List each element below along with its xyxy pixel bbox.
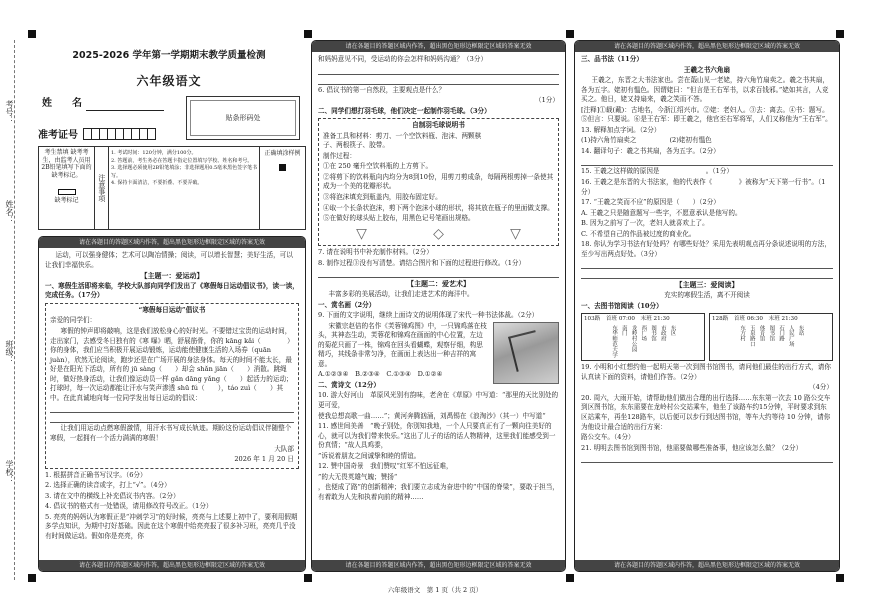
question-6-text: 6. 倡议书的第一自然段，主要观点是什么？ [318,85,446,94]
binding-line [14,40,15,580]
question-6 [318,86,559,96]
question-5: 5. 亮亮的妈妈认为寒假正是“冲刺学习”的好时候，亮亮与上述要上初中了，要利用假期多学点知识，为期中打好基础。因此在这个寒假中给亮亮报了很多补习班，亮亮几乎没有时间做运动。假如你是亮亮，你 [45,512,298,540]
exam-title: 2025-2026 学年第一学期期末教学质量检测 [72,50,266,61]
answer-line[interactable] [50,414,294,423]
bus-stop-name: 市政府 [659,325,666,342]
ticket-label: 准考证号 [38,130,78,141]
exam-info-box [38,146,306,230]
question-10b: 使我总想高歌一曲……”；黄河奔腾汹涌，刘禹锡在《浪淘沙》（其一）中写道“ [318,411,546,420]
question-15-score: 。（1分） [705,167,733,176]
sticker-label: 贴条形码处 [225,113,261,122]
question-5-continued: 和妈妈意见不同，受运动的你会怎样和妈妈沟通？（3分） [318,55,488,63]
note-item: 3. 选择题必须使用2B铅笔填涂；非选择题用0.5毫米黑色签字笔书写。 [111,165,258,179]
proposal-body: 寒假的钟声即将敲响，这是我们放松身心的好时光。不要错过宝贵的运动时间，走出家门，去感受冬日独有的《寒 曝》晒，舒展筋骨，你的 kāng kǎi（ ）你的身体，我们应当积极开展运动锻炼，运动能使健康生活的入场券（quān juàn），欣然无论阅读，跑步还是在广场开展的身法身体。每天的时间不能太长，最好是在阳光下活动，所有的 jū sàng（ ）却会 shǎn jiān（ ）消散。跳绳时，做好热身活动，让我们像运动员一样 gǎn dāng yǎng（ ）起活力的运动；打球时，每一次运动都能让汗水与笑声渗透 shū fú（ ），táo zuì（ ）其中。在此真诚地向每一位同学发出每日运动的倡议： [50,327,294,402]
answer-line[interactable] [581,454,833,463]
binding-name-label: 姓名： [5,200,14,224]
shuttlecock-icon: ▽ [510,225,521,242]
question-12c: ，也便成了路”的创新精神；我们要立志成为奋进中的“中国的脊梁”，要敢于担当，有着敢为人先和执着向前的精神…… [318,483,559,501]
name-field[interactable] [42,98,164,111]
bus-stop-name: 图书馆 [650,325,657,342]
question-17-option[interactable]: A. 王羲之只是随意题写一些字，不愿意承认是他写的。 [581,208,742,217]
filled-sample-mark [279,164,286,171]
manual-title: 自制羽毛球说明书 [412,121,465,130]
bus-route-cards [581,313,833,361]
bus-stop-name: 图书馆 [768,325,775,342]
theme-intro: 充实的寒假生活，离不开阅读 [664,291,750,300]
question-3: 3. 请在文中的横线上补充倡议书内容。（2分） [45,491,180,500]
proposal-date: 2026 年 1 月 20 日 [234,455,294,464]
panel-banner: 请在各题目的答题区域内作答，超出黑色矩形边框限定区域的答案无效 [312,41,565,52]
proposal-greeting: 亲爱的同学们： [50,316,97,325]
question-8: 8. 制作过程③没有写清楚。请结合图片和下面的过程进行修改。（1分） [318,258,526,267]
answer-line[interactable] [581,260,833,269]
bus-card-header: 103路 首班 07:00 末班 21:30 [584,316,670,323]
question-9: 9. 下面的文字说明，继续上面诗文的说明体现了宋代一种书法体裁。（2分） [318,311,539,320]
bus-stops [712,325,830,359]
question-16b: 》被称为“天下第一行书”。（1分） [581,178,826,196]
ticket-boxes[interactable] [84,128,156,145]
task-heading: 一、寒假生活即将来临，学校大队部向同学们发出了《寒假每日运动倡议书》，读一读，完成任务。（17分） [45,281,299,300]
bus-stop-name: 东方村 [739,325,746,342]
page-footer: 六年级语文 第 1 页（共 2 页） [387,586,483,594]
ticket-number-row[interactable] [38,128,156,145]
question-7: 7. 请在说明书中补充制作材料。（2分） [318,248,433,257]
question-20b: 路公交车。（4分） [581,433,635,442]
proposal-closing: 让我们用运动点燃寒假激情，用汗水书写成长轨迹。期盼这份运动倡议伴随整个寒假，一起拥有一个活力满满的寒假！ [50,424,292,442]
panel-banner-bottom: 请在各题目的答题区域内作答，超出黑色矩形边框限定区域的答案无效 [39,560,305,571]
panel-banner-bottom: 请在各题目的答题区域内作答，超出黑色矩形边框限定区域的答案无效 [575,560,839,571]
registration-mark [566,574,574,582]
bus-stop-name: 玉泉路口 [748,325,755,347]
bus-stop-name: 人民广场 [787,325,794,347]
classic-text: 王羲之，东晋之大书法家也。尝在蕺山见一老姥，持六角竹扇卖之。羲之书其扇，各为五字。姥初有愠色。因谓姥曰：“但言是王右军书，以求百钱邪。”姥如其言，人竞买之。他日，姥又持扇来，羲之笑而不答。 [581,76,829,104]
name-line[interactable] [86,110,164,111]
question-11b: ”诉说着朋友之间诚挚和睦的情谊。 [318,451,421,460]
question-9-options[interactable]: A.①②③④ B.②③④ C.①③④ D.①②④ [318,370,443,379]
name-label: 姓 名 [42,98,82,109]
answer-line[interactable] [318,76,559,85]
painting-image [493,322,559,384]
notes-list [111,150,261,188]
answer-line[interactable] [581,270,833,279]
question-15-text: 15. 王羲之这样做的原因是 [581,167,660,176]
answer-panel-1 [38,236,306,572]
answer-line[interactable] [50,404,294,413]
question-2: 2. 选择正确的读音或字，打上“√”。（4分） [45,481,171,490]
task-heading: 一、赏名画（2分） [318,300,376,309]
question-10: 10. 游大好河山 革原风光别有韵味，老舍在《草原》中写道：“那里的天比别处的更可爱， [318,391,559,410]
shuttlecock-icon: ▽ [356,225,367,242]
answer-line[interactable] [581,157,833,166]
answer-panel-2 [311,40,566,572]
question-11: 11. 感世间美善 “晚子别处，你别知我地，一个人只要真正有了一颗向往美好的心，就可以为我们带来快乐。”这出了儿子的话的话人物精神，这里我们能感受到一份真情；“故人具鸡黍， [318,422,556,450]
bus-stop-name: 龙岭村公园 [630,325,637,353]
registration-mark [28,30,36,38]
bus-stop-name: 东站 [797,325,804,337]
bus-card-103 [581,313,705,361]
candidate-note-text: 考生禁填 缺考考生，由监考人员用2B铅笔填写下面的缺考标记。 [41,149,92,179]
answer-line[interactable] [318,269,559,278]
question-16 [581,178,833,197]
question-18: 18. 你认为学习书法有好处吗？有哪些好处？采用先表明观点再分条说述说明的方法，至少写出两点好处。（3分） [581,240,831,258]
absent-mark-box[interactable] [58,189,76,195]
notes-title: 注意事项 [95,147,109,229]
task-heading: 一、去图书馆阅读（10分） [581,301,663,310]
proposal-signature: 大队部 [274,444,294,453]
step: ③将泡沫填充到瓶盖内，用胶布固定好。 [323,193,442,202]
panel-banner-bottom: 请在各题目的答题区域内作答，超出黑色矩形边框限定区域的答案无效 [312,560,565,571]
binding-id-label: 考号： [5,100,14,124]
absent-label: 缺考标记 [54,197,79,204]
question-15 [581,167,833,177]
bus-stop-name: 东区 [669,325,676,337]
panel-banner: 请在各题目的答题区域内作答，超出黑色矩形边框限定区域的答案无效 [575,41,839,52]
steps-title: 制作过程： [323,151,356,160]
question-20: 20. 周六，大雨开始，请帮助他们做出合理的出行选择……东东第一次去 10 路公交车到区图书馆，东东需要在龙岭村公交站乘车，他坐了该路车约15分钟，平时要求到东区站乘车，再坐128路车，以后便可以步行到达图书馆，等车大约等待 10 分钟，请你为他设计最合适的出行方案： [581,393,831,431]
bus-card-128 [709,313,833,361]
step: ①在 250 毫升空饮料瓶的上方剪下。 [323,162,433,171]
note-item: 1. 考试时间：120分钟，满分100分。 [111,150,197,156]
question-14: 14. 翻译句子：羲之书其扇，各为五字。（2分） [581,146,720,155]
registration-mark [304,574,312,582]
question-6-score: （1分） [535,96,559,105]
manual-materials: 准备工具和材料：剪刀、一个空饮料瓶、泡沫、两颗棋子、两根筷子、胶带。 [323,131,482,150]
question-13b: (2)姥初有愠色 [669,136,712,145]
question-17-option[interactable]: B. 因为之前写了一次，老妇人就喜欢上了。 [581,219,709,228]
question-16-text: 16. 王羲之是东晋的大书法家，他的代表作《 [581,178,713,187]
note-item: 4. 保持卡面清洁，不要折叠、不要弄破。 [111,180,203,186]
intro-text: 运动，可以强身健体；艺术可以陶冶情操；阅读，可以增长智慧；美好生活，可以让我们幸福快乐。 [45,251,293,269]
question-1: 1. 根据拼音正确书写汉字。（6分） [45,470,147,479]
step: ④取一个长条状泡沫，剪下两个泡沫小球的形状，将其放在瓶子的里面做支撑。 [323,203,554,212]
subject-title: 六年级语文 [136,74,202,88]
candidate-note [39,147,95,229]
theme-heading: 【主题二：爱艺术】 [407,280,470,289]
task-2-heading: 二、同学们想打羽毛球，他们决定一起制作羽毛球。（3分） [318,106,491,115]
sample-title: 正确填涂样例 [264,150,301,157]
classic-notes: [注释]①载(戴)：古地名，今浙江绍兴市。②姥：老妇人。③去：离去。④书：题写。⑤但言：只要说。⑥是王右军：即王羲之，他官至右军将军，人们又称他为“王右军”。 [581,105,832,124]
question-13a: (1)持六角竹扇卖之 [581,136,637,145]
task-heading: 二、赏诗文（12分） [318,380,380,389]
bus-stop-name: 石门路 [778,325,785,342]
question-4: 4. 倡议书的格式有一处错误，请用修改符号改正。（1分） [45,502,213,511]
barcode-sticker-area [186,96,300,140]
shuttlecock-illustrations [323,226,554,244]
ticket-digit-box[interactable] [147,128,156,140]
classic-title: 王羲之书六角扇 [683,65,731,74]
theme-intro: 丰富多彩的美展活动，让我们走进艺术的海洋中。 [328,290,474,298]
binding-class-label: 班级： [5,340,14,364]
answer-line[interactable] [318,66,559,75]
registration-mark [304,30,312,38]
question-21: 21. 明明去图书馆到图书馆，他需要做哪些准备事，他应该怎么做？（2分） [581,443,803,452]
panel-banner: 请在各题目的答题区域内作答，超出黑色矩形边框限定区域的答案无效 [39,237,305,248]
question-12: 12. 赞中国奇景 我们赞叹“红军不怕远征难， [318,462,453,471]
bus-card-header: 128路 首班 06:30 末班 21:30 [712,316,798,323]
task-heading: 三、品书法（11分） [581,55,643,63]
bus-stop-name: 东华师范大学 [611,325,618,358]
question-17-option[interactable]: C. 不希望自己的作品被过度的商业化。 [581,229,696,238]
question-17: 17. “王羲之笑而不应”的原因是（ ）（2分） [581,198,720,207]
proposal-title: “寒假每日运动”倡议书 [138,305,206,314]
theme-heading: 【主题一：爱运动】 [140,272,204,281]
question-12b: ”的大无畏英雄气魄；赞扬“ [318,472,398,481]
bus-stop-name: 西广场 [640,325,647,342]
registration-mark [836,30,844,38]
bus-stop-name: 南门 [620,325,627,337]
note-item: 2. 答题前，考生务必在答题卡指定位置填写学校、姓名和考号。 [111,157,253,164]
registration-mark [28,574,36,582]
manual-box [318,118,559,246]
question-19-score: （4分） [809,383,833,392]
binding-school-label: 学校： [5,460,14,484]
question-13: 13. 解释加点字词。（2分） [581,125,661,134]
proposal-box [45,303,299,469]
question-19: 19. 小明和小红想约他一起明天第一次到图书馆图书，请问他们最佳的出行方式，请你认真读下面的资料，请他们作答。（2分） [581,363,831,381]
step: ⑤在做好的球头贴上胶布，用黑色记号笔画出规格。 [323,214,475,223]
bus-stops [584,325,702,359]
painting-description: 宋徽宗赵佶的名作《芙蓉锦鸡图》中，一只锦鸡落在枝头，其神态生动，芙蓉花和锦鸡在画面的中心位置，左边的菊花只画了一株，锦鸡在回头看蝴蝶，观察仔细，构思精巧，其线条非常匀净，在画面上表达出一种吉祥的寓意。 [318,321,487,368]
step: ②将剪下的饮料瓶向内均分为8到10份，用剪刀剪成条，每隔两根剪掉一条使其成为一个美的花瓣形状。 [323,172,554,191]
question-13-items [581,136,833,146]
bottle-icon: ◇ [433,225,444,242]
registration-mark [836,574,844,582]
answer-sheet-header [38,44,306,232]
registration-mark [566,30,574,38]
theme-heading: 【主题三：爱阅读】 [675,281,739,290]
binding-margin [0,40,26,580]
answer-panel-3 [574,40,840,572]
bus-stop-name: 体育馆 [758,325,765,342]
fill-sample [259,147,305,229]
